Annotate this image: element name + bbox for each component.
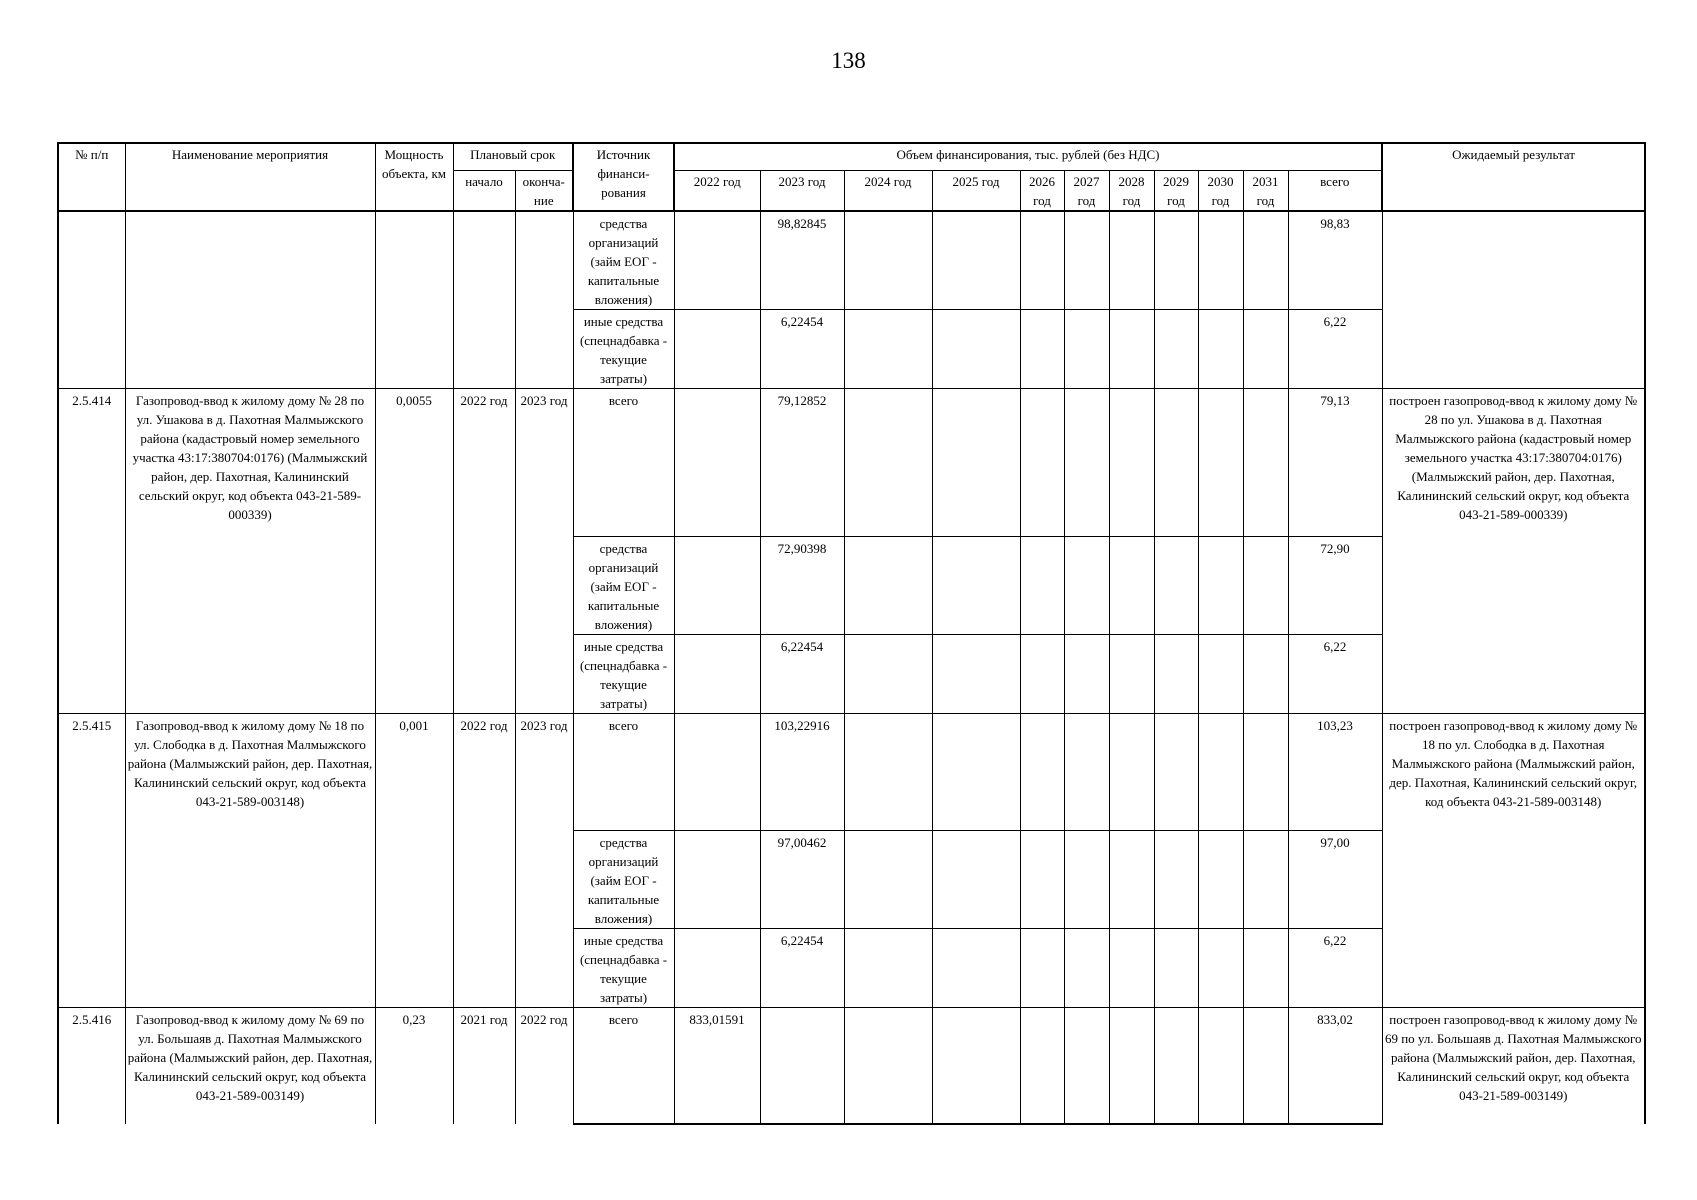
cell-empty (844, 634, 932, 713)
cell-name: Газопровод-ввод к жилому дому № 28 по ул. Ушакова в д. Пахотная Малмыжского района (кадастровый номер земельного участка 43:17:380704:0176) (Малмыжский район, дер. Пахотная, Калининский сельский округ, код объекта 043-21-589-000339) (125, 388, 375, 713)
header-year: 2028 год (1109, 170, 1154, 211)
cell-2023: 6,22454 (760, 928, 844, 1007)
cell-empty (1020, 536, 1064, 634)
header-num: № п/п (58, 143, 125, 211)
cell-source: иные средства (спецнадбавка - текущие затраты) (573, 928, 674, 1007)
cell-empty (1198, 388, 1243, 536)
cell-empty (1243, 634, 1288, 713)
cell-2023: 103,22916 (760, 713, 844, 830)
cell-2022 (674, 830, 760, 928)
header-year: 2024 год (844, 170, 932, 211)
cell-2022 (674, 536, 760, 634)
cell-2023: 97,00462 (760, 830, 844, 928)
cell-end (515, 211, 573, 389)
cell-empty (1154, 1007, 1198, 1124)
cell-capacity (375, 211, 453, 389)
cell-end: 2023 год (515, 713, 573, 1007)
header-term: Плановый срок (453, 143, 573, 170)
cell-source: средства организаций (займ ЕОГ - капитальные вложения) (573, 536, 674, 634)
header-source: Источник финанси-рования (573, 143, 674, 211)
page-number: 138 (831, 48, 866, 73)
header-funding: Объем финансирования, тыс. рублей (без НДС) (674, 143, 1382, 170)
cell-capacity: 0,001 (375, 713, 453, 1007)
cell-2023: 6,22454 (760, 309, 844, 388)
cell-empty (1020, 713, 1064, 830)
cell-empty (1109, 388, 1154, 536)
cell-2022 (674, 388, 760, 536)
header-year: 2029 год (1154, 170, 1198, 211)
table-row (58, 388, 1645, 536)
cell-total: 97,00 (1288, 830, 1382, 928)
cell-total: 6,22 (1288, 309, 1382, 388)
cell-empty (1243, 713, 1288, 830)
cell-empty (1109, 928, 1154, 1007)
cell-capacity: 0,23 (375, 1007, 453, 1124)
cell-2023: 79,12852 (760, 388, 844, 536)
cell-end: 2022 год (515, 1007, 573, 1124)
cell-empty (1198, 309, 1243, 388)
cell-2023 (760, 1007, 844, 1124)
cell-source: всего (573, 713, 674, 830)
cell-2023: 6,22454 (760, 634, 844, 713)
cell-total: 833,02 (1288, 1007, 1382, 1124)
cell-empty (1243, 830, 1288, 928)
funding-table (57, 142, 1646, 1125)
cell-empty (932, 309, 1020, 388)
cell-empty (844, 1007, 932, 1124)
cell-empty (1020, 634, 1064, 713)
cell-empty (1198, 928, 1243, 1007)
cell-empty (1198, 713, 1243, 830)
cell-empty (1243, 388, 1288, 536)
cell-result (1382, 211, 1645, 389)
header-name: Наименование мероприятия (125, 143, 375, 211)
cell-num (58, 211, 125, 389)
cell-total: 72,90 (1288, 536, 1382, 634)
cell-empty (1064, 1007, 1109, 1124)
header-total: всего (1288, 170, 1382, 211)
cell-2023: 72,90398 (760, 536, 844, 634)
cell-empty (1109, 309, 1154, 388)
cell-num: 2.5.415 (58, 713, 125, 1007)
header-term-end: оконча-ние (515, 170, 573, 211)
cell-empty (1064, 928, 1109, 1007)
cell-start: 2022 год (453, 713, 515, 1007)
cell-2022 (674, 211, 760, 310)
cell-2023: 98,82845 (760, 211, 844, 310)
table-row (58, 1007, 1645, 1124)
cell-empty (1064, 713, 1109, 830)
cell-empty (932, 1007, 1020, 1124)
cell-end: 2023 год (515, 388, 573, 713)
cell-2022 (674, 713, 760, 830)
cell-source: средства организаций (займ ЕОГ - капитальные вложения) (573, 830, 674, 928)
cell-empty (844, 928, 932, 1007)
cell-empty (1109, 713, 1154, 830)
cell-total: 79,13 (1288, 388, 1382, 536)
cell-2022 (674, 634, 760, 713)
cell-empty (1198, 1007, 1243, 1124)
header-year: 2030 год (1198, 170, 1243, 211)
cell-capacity: 0,0055 (375, 388, 453, 713)
cell-empty (1154, 928, 1198, 1007)
cell-empty (932, 536, 1020, 634)
cell-result: построен газопровод-ввод к жилому дому № 18 по ул. Слободка в д. Пахотная Малмыжского района (Малмыжский район, дер. Пахотная, Калининский сельский округ, код объекта 043-21-589-003148) (1382, 713, 1645, 1007)
cell-empty (1243, 536, 1288, 634)
cell-empty (1020, 211, 1064, 310)
cell-total: 98,83 (1288, 211, 1382, 310)
cell-empty (1154, 211, 1198, 310)
header-term-start: начало (453, 170, 515, 211)
cell-empty (1198, 634, 1243, 713)
cell-empty (932, 388, 1020, 536)
cell-empty (1243, 1007, 1288, 1124)
cell-2022 (674, 309, 760, 388)
cell-empty (844, 309, 932, 388)
cell-empty (1064, 830, 1109, 928)
cell-empty (1109, 634, 1154, 713)
cell-empty (1198, 830, 1243, 928)
cell-source: иные средства (спецнадбавка - текущие затраты) (573, 309, 674, 388)
cell-empty (1020, 388, 1064, 536)
cell-num: 2.5.416 (58, 1007, 125, 1124)
cell-empty (932, 830, 1020, 928)
cell-start: 2021 год (453, 1007, 515, 1124)
cell-start: 2022 год (453, 388, 515, 713)
cell-empty (1020, 309, 1064, 388)
header-year: 2023 год (760, 170, 844, 211)
cell-empty (1198, 536, 1243, 634)
cell-source: средства организаций (займ ЕОГ - капитальные вложения) (573, 211, 674, 310)
cell-empty (1243, 928, 1288, 1007)
cell-total: 6,22 (1288, 928, 1382, 1007)
header-year: 2027 год (1064, 170, 1109, 211)
cell-name (125, 211, 375, 389)
cell-result: построен газопровод-ввод к жилому дому № 69 по ул. Большаяв д. Пахотная Малмыжского района (Малмыжский район, дер. Пахотная, Калининский сельский округ, код объекта 043-21-589-003149) (1382, 1007, 1645, 1124)
header-capacity: Мощность объекта, км (375, 143, 453, 211)
cell-empty (932, 713, 1020, 830)
cell-result: построен газопровод-ввод к жилому дому № 28 по ул. Ушакова в д. Пахотная Малмыжского района (кадастровый номер земельного участка 43:17:380704:0176) (Малмыжский район, дер. Пахотная, Калининский сельский округ, код объекта 043-21-589-000339) (1382, 388, 1645, 713)
cell-num: 2.5.414 (58, 388, 125, 713)
cell-empty (1198, 211, 1243, 310)
cell-empty (1154, 634, 1198, 713)
table-row (58, 211, 1645, 310)
cell-empty (1154, 309, 1198, 388)
cell-empty (932, 634, 1020, 713)
cell-empty (1154, 388, 1198, 536)
cell-empty (932, 928, 1020, 1007)
cell-source: иные средства (спецнадбавка - текущие затраты) (573, 634, 674, 713)
cell-empty (1109, 211, 1154, 310)
cell-empty (1109, 830, 1154, 928)
cell-empty (1064, 536, 1109, 634)
cell-empty (1154, 830, 1198, 928)
cell-empty (1109, 1007, 1154, 1124)
cell-empty (844, 388, 932, 536)
cell-empty (1243, 211, 1288, 310)
cell-empty (1064, 634, 1109, 713)
header-year: 2031 год (1243, 170, 1288, 211)
cell-name: Газопровод-ввод к жилому дому № 69 по ул. Большаяв д. Пахотная Малмыжского района (Малмыжский район, дер. Пахотная, Калининский сельский округ, код объекта 043-21-589-003149) (125, 1007, 375, 1124)
cell-empty (932, 211, 1020, 310)
cell-empty (844, 536, 932, 634)
cell-name: Газопровод-ввод к жилому дому № 18 по ул. Слободка в д. Пахотная Малмыжского района (Малмыжский район, дер. Пахотная, Калининский сельский округ, код объекта 043-21-589-003148) (125, 713, 375, 1007)
cell-empty (1064, 211, 1109, 310)
cell-empty (1154, 713, 1198, 830)
cell-empty (844, 211, 932, 310)
header-year: 2025 год (932, 170, 1020, 211)
header-result: Ожидаемый результат (1382, 143, 1645, 211)
cell-empty (1064, 388, 1109, 536)
cell-empty (1109, 536, 1154, 634)
cell-total: 6,22 (1288, 634, 1382, 713)
cell-total: 103,23 (1288, 713, 1382, 830)
cell-empty (844, 830, 932, 928)
cell-start (453, 211, 515, 389)
header-year: 2022 год (674, 170, 760, 211)
cell-empty (1243, 309, 1288, 388)
table-row (58, 713, 1645, 830)
cell-source: всего (573, 1007, 674, 1124)
cell-2022: 833,01591 (674, 1007, 760, 1124)
cell-empty (1064, 309, 1109, 388)
cell-empty (1020, 830, 1064, 928)
header-year: 2026 год (1020, 170, 1064, 211)
cell-2022 (674, 928, 760, 1007)
cell-empty (1154, 536, 1198, 634)
cell-empty (1020, 928, 1064, 1007)
cell-empty (844, 713, 932, 830)
cell-empty (1020, 1007, 1064, 1124)
cell-source: всего (573, 388, 674, 536)
